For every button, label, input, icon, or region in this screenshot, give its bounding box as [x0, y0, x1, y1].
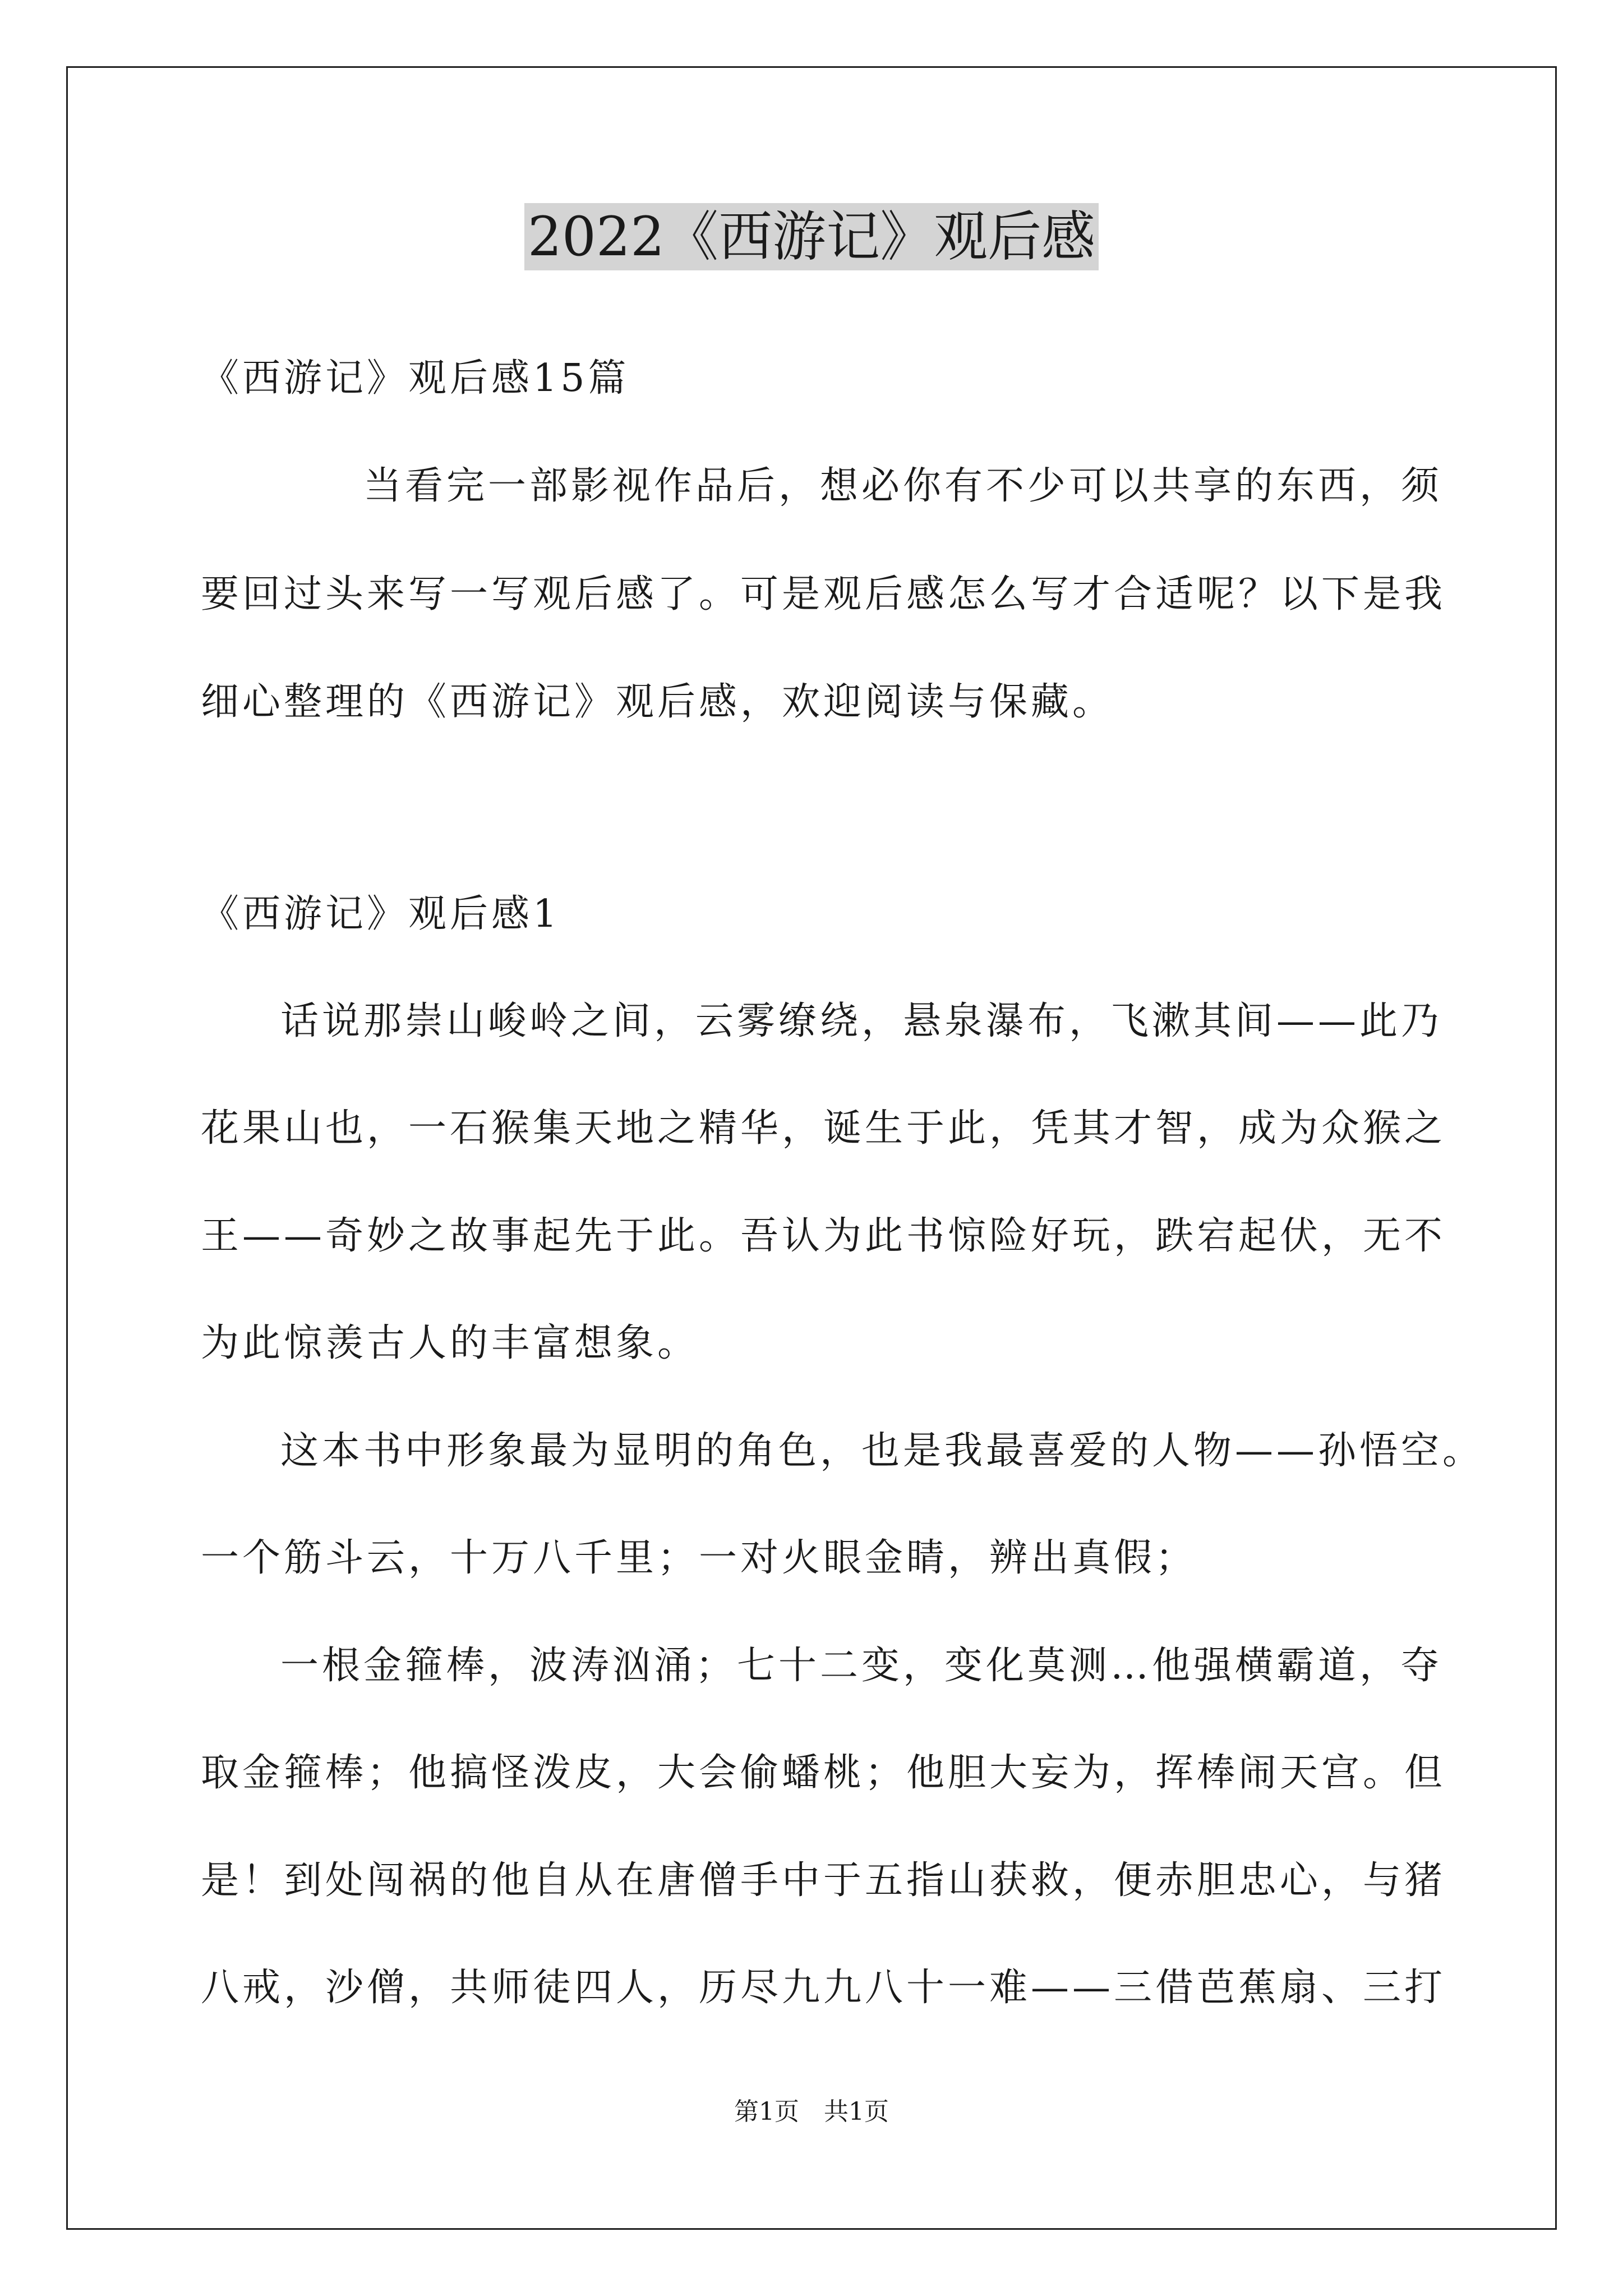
paragraph1-line-2: 花果山也，一石猴集天地之精华，诞生于此，凭其才智，成为众猴之 [201, 1106, 1446, 1151]
document-title [0, 197, 1623, 276]
subtitle: 《西游记》观后感15篇 [201, 356, 630, 401]
paragraph2-line-2: 一个筋斗云，十万八千里；一对火眼金睛，辨出真假； [201, 1536, 1197, 1580]
paragraph3-line-3: 是！到处闯祸的他自从在唐僧手中于五指山获救，便赤胆忠心，与猪 [201, 1858, 1446, 1903]
paragraph1-line-4: 为此惊羡古人的丰富想象。 [201, 1321, 699, 1365]
intro-line-1: 当看完一部影视作品后，想必你有不少可以共享的东西，须 [363, 464, 1443, 508]
paragraph2-line-1: 这本书中形象最为显明的角色，也是我最喜爱的人物——孙悟空。 [280, 1429, 1484, 1473]
paragraph3-line-4: 八戒，沙僧，共师徒四人，历尽九九八十一难——三借芭蕉扇、三打 [201, 1966, 1446, 2010]
paragraph1-line-3: 王——奇妙之故事起先于此。吾认为此书惊险好玩，跌宕起伏，无不 [201, 1214, 1446, 1258]
intro-line-3: 细心整理的《西游记》观后感，欢迎阅读与保藏。 [201, 680, 1114, 724]
section-heading: 《西游记》观后感1 [201, 892, 561, 936]
paragraph3-line-1: 一根金箍棒，波涛汹涌；七十二变，变化莫测…他强横霸道，夺 [280, 1644, 1443, 1688]
page-footer: 第1页 共1页 [734, 2097, 889, 2126]
title-text: 2022《西游记》观后感 [524, 203, 1099, 270]
intro-line-2: 要回过头来写一写观后感了。可是观后感怎么写才合适呢？以下是我 [201, 572, 1446, 616]
paragraph3-line-2: 取金箍棒；他搞怪泼皮，大会偷蟠桃；他胆大妄为，挥棒闹天宫。但 [201, 1751, 1446, 1795]
paragraph1-line-1: 话说那崇山峻岭之间，云雾缭绕，悬泉瀑布，飞漱其间——此乃 [280, 999, 1443, 1043]
